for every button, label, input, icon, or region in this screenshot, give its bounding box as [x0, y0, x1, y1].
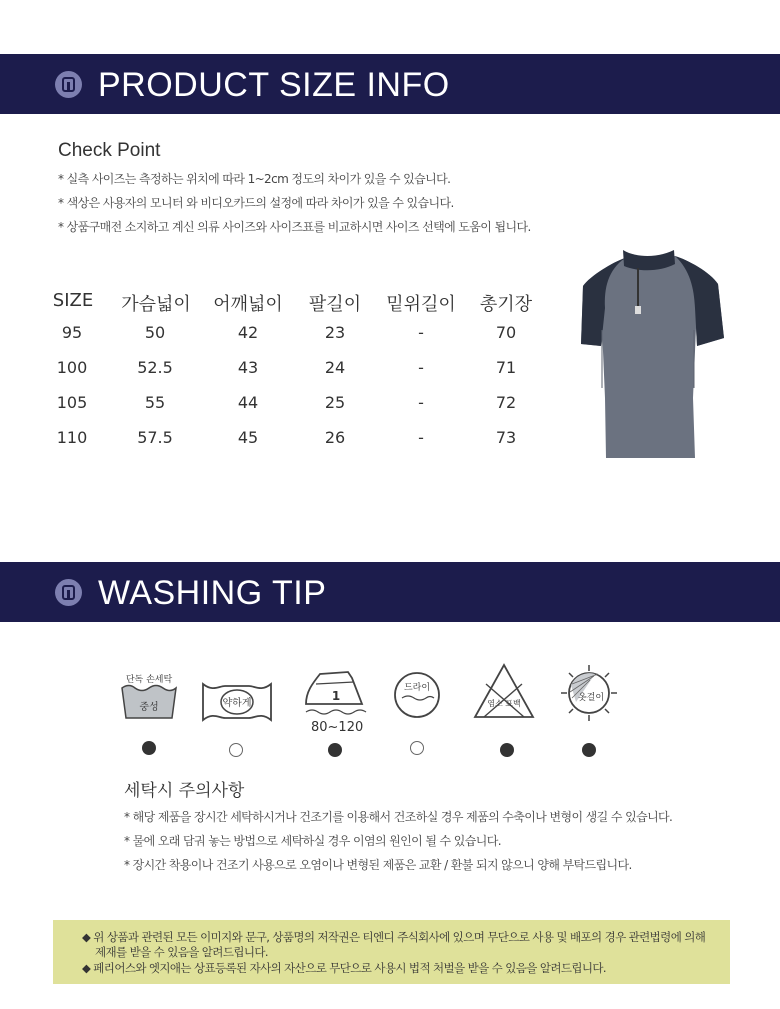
table-cell: 24 — [324, 358, 346, 377]
dry-clean-indicator — [410, 741, 424, 755]
copyright-line: 제재를 받을 수 있음을 알려드립니다. — [95, 945, 268, 959]
caution-note: * 해당 제품을 장시간 세탁하시거나 건조기를 이용해서 건조하실 경우 제품의 수축이나 변형이 생길 수 있습니다. — [124, 810, 673, 824]
table-cell: 57.5 — [137, 428, 173, 447]
table-cell: 105 — [56, 393, 88, 412]
gentle-wash-icon — [199, 680, 275, 724]
shirt-image — [578, 248, 728, 463]
sleeve-header: 팔길이 — [308, 294, 362, 315]
table-cell: 25 — [324, 393, 346, 412]
gentle-wash-indicator — [229, 743, 243, 757]
table-cell: 70 — [495, 323, 517, 342]
table-cell: 50 — [144, 323, 166, 342]
table-cell: 44 — [237, 393, 259, 412]
table-cell: 71 — [495, 358, 517, 377]
size-header: SIZE — [52, 290, 94, 311]
table-cell: 43 — [237, 358, 259, 377]
hand-wash-icon — [118, 670, 180, 726]
copyright-line: ◆ 위 상품과 관련된 모든 이미지와 문구, 상품명의 저작권은 티엔디 주식회사에 있으며 무단으로 사용 및 배포의 경우 관련법령에 의해 — [82, 930, 706, 944]
table-cell: - — [418, 393, 424, 412]
shoulder-header: 어깨넓이 — [213, 294, 283, 315]
table-cell: 110 — [56, 428, 88, 447]
table-cell: 55 — [144, 393, 166, 412]
check-point-note: * 색상은 사용자의 모니터 와 비디오카드의 설정에 따라 차이가 있을 수 있습니다. — [58, 196, 454, 210]
table-cell: 72 — [495, 393, 517, 412]
check-point-title: Check Point — [58, 140, 161, 161]
hang-dry-icon — [558, 662, 620, 724]
table-cell: 52.5 — [137, 358, 173, 377]
check-point-note: * 실측 사이즈는 측정하는 위치에 따라 1~2cm 정도의 차이가 있을 수 있습니다. — [58, 172, 451, 186]
table-cell: 73 — [495, 428, 517, 447]
table-cell: 100 — [56, 358, 88, 377]
table-cell: - — [418, 358, 424, 377]
caution-note: * 물에 오래 담궈 놓는 방법으로 세탁하실 경우 이염의 원인이 될 수 있습니다. — [124, 834, 501, 848]
table-cell: 26 — [324, 428, 346, 447]
iron-level-label: 1 — [331, 689, 341, 703]
chest-header: 가슴넓이 — [121, 294, 191, 315]
caution-note: * 장시간 착용이나 건조기 사용으로 오염이나 변형된 제품은 교환 / 환불 되지 않으니 양해 부탁드립니다. — [124, 858, 632, 872]
table-cell: 42 — [237, 323, 259, 342]
hand-wash-indicator — [142, 741, 156, 755]
washing-caution-title: 세탁시 주의사항 — [124, 781, 245, 801]
copyright-line: ◆ 페리어스와 엣지애는 상표등록된 자사의 자산으로 무단으로 사용시 법적 처벌을 받을 수 있음을 알려드립니다. — [82, 961, 606, 975]
hand-wash-inner-label: 중성 — [139, 702, 159, 713]
no-bleach-label: 염소 표백 — [487, 699, 521, 708]
length-header: 총기장 — [479, 294, 533, 315]
dry-clean-icon — [392, 670, 442, 720]
iron-icon — [300, 668, 370, 720]
iron-indicator — [328, 743, 342, 757]
dry-clean-label: 드라이 — [403, 683, 431, 693]
size-info-banner — [0, 54, 780, 114]
copyright-notice — [53, 920, 730, 984]
table-cell: - — [418, 323, 424, 342]
washing-tip-title: WASHING TIP — [98, 574, 327, 612]
washing-tip-banner — [0, 562, 780, 622]
check-point-note: * 상품구매전 소지하고 계신 의류 사이즈와 사이즈표를 비교하시면 사이즈 선택에 도움이 됩니다. — [58, 220, 531, 234]
gentle-wash-label: 약하게 — [222, 698, 252, 709]
iron-temperature: 80~120 — [311, 720, 364, 735]
hand-wash-top-label: 단독 손세탁 — [125, 675, 173, 685]
brand-logo-icon — [55, 579, 82, 606]
table-cell: 45 — [237, 428, 259, 447]
no-bleach-icon — [472, 662, 536, 720]
table-cell: - — [418, 428, 424, 447]
hang-dry-label: 옷걸이 — [577, 693, 605, 703]
hang-dry-indicator — [582, 743, 596, 757]
table-cell: 23 — [324, 323, 346, 342]
table-cell: 95 — [61, 323, 83, 342]
size-info-title: PRODUCT SIZE INFO — [98, 66, 450, 104]
rise-header: 밑위길이 — [386, 294, 456, 315]
brand-logo-icon — [55, 71, 82, 98]
no-bleach-indicator — [500, 743, 514, 757]
